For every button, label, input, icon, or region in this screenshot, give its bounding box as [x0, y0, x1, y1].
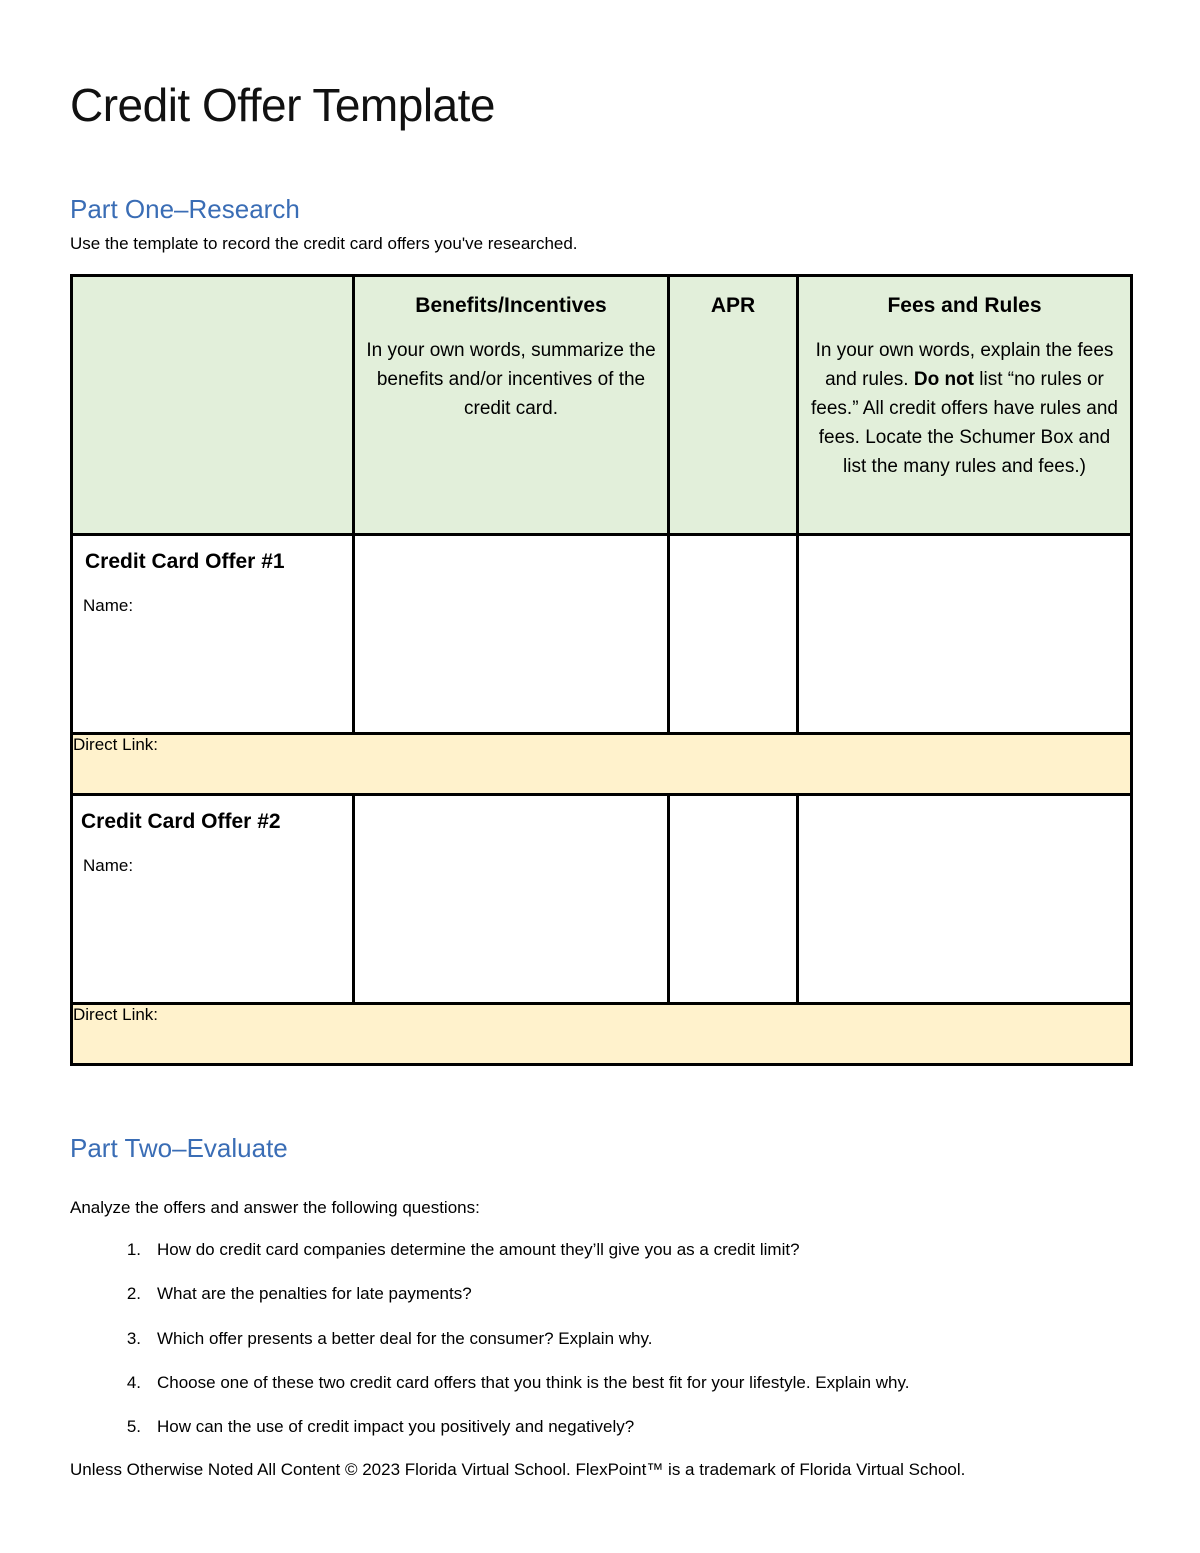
header-fees — [798, 276, 1132, 535]
offer-1-name-label[interactable]: Name: — [83, 596, 134, 615]
offer-1-link-row — [72, 734, 1132, 795]
question-text: How do credit card companies determine the amount they’ll give you as a credit limit? — [157, 1240, 800, 1259]
question-number: 4. — [126, 1372, 141, 1392]
header-benefits — [354, 276, 669, 535]
header-benefits-description: In your own words, summarize the benefits and/or incentives of the credit card. — [366, 340, 656, 419]
fees-desc-pre: In your own words, explain the fees and rules. — [815, 340, 1114, 390]
offer-1-benefits-cell[interactable] — [354, 535, 669, 734]
header-apr — [669, 276, 798, 535]
offer-1-apr-cell[interactable] — [669, 535, 798, 734]
credit-offer-table — [70, 274, 1133, 1066]
part-two-intro: Analyze the offers and answer the following questions: — [70, 1198, 480, 1217]
header-benefits-title: Benefits/Incentives — [415, 294, 607, 317]
header-fees-title: Fees and Rules — [887, 294, 1042, 317]
offer-2-fees-cell[interactable] — [798, 795, 1132, 1004]
list-item — [70, 1417, 909, 1461]
question-text: Which offer presents a better deal for the consumer? Explain why. — [157, 1328, 653, 1348]
offer-2-apr-cell[interactable] — [669, 795, 798, 1004]
offer-2-label: Credit Card Offer #2 — [81, 810, 281, 833]
copyright-footer: Unless Otherwise Noted All Content © 2023 Florida Virtual School. FlexPoint™ is a trademark of Florida Virtual School. — [70, 1460, 966, 1479]
fees-desc-post: list “no rules or fees.” All credit offers have rules and fees. Locate the Schumer Box and list the many rules and fees.) — [811, 369, 1118, 477]
list-item — [70, 1284, 909, 1328]
header-fees-description — [807, 336, 1122, 481]
part-one-intro: Use the template to record the credit card offers you've researched. — [70, 234, 578, 253]
question-text: What are the penalties for late payments? — [157, 1284, 472, 1304]
list-item — [70, 1329, 909, 1373]
offer-2-label-cell — [72, 795, 354, 1004]
question-number: 3. — [126, 1328, 141, 1348]
offer-1-fees-cell[interactable] — [798, 535, 1132, 734]
part-one-heading: Part One–Research — [70, 194, 300, 224]
fees-desc-bold: Do not — [913, 369, 974, 390]
offer-2-link-row — [72, 1004, 1132, 1065]
offer-1-label-cell — [72, 535, 354, 734]
question-text: Choose one of these two credit card offers that you think is the best fit for your lifestyle. Explain why. — [157, 1372, 910, 1392]
list-item — [70, 1240, 909, 1284]
question-text: How can the use of credit impact you positively and negatively? — [157, 1417, 635, 1437]
offer-1-row — [72, 535, 1132, 734]
document-title: Credit Offer Template — [70, 79, 495, 131]
offer-1-label: Credit Card Offer #1 — [85, 550, 285, 573]
header-apr-title: APR — [710, 294, 756, 317]
offer-2-benefits-cell[interactable] — [354, 795, 669, 1004]
offer-2-row — [72, 795, 1132, 1004]
question-number: 1. — [126, 1240, 141, 1259]
table-header-row — [72, 276, 1132, 535]
list-item — [70, 1373, 909, 1417]
question-list — [70, 1240, 909, 1461]
offer-2-name-label[interactable]: Name: — [83, 856, 134, 875]
part-two-heading: Part Two–Evaluate — [70, 1133, 288, 1163]
header-empty-cell — [72, 276, 354, 535]
offer-1-link-cell[interactable]: Direct Link: — [72, 734, 1132, 795]
question-number: 2. — [126, 1284, 141, 1304]
question-number: 5. — [126, 1417, 141, 1437]
offer-2-link-cell[interactable]: Direct Link: — [72, 1004, 1132, 1065]
